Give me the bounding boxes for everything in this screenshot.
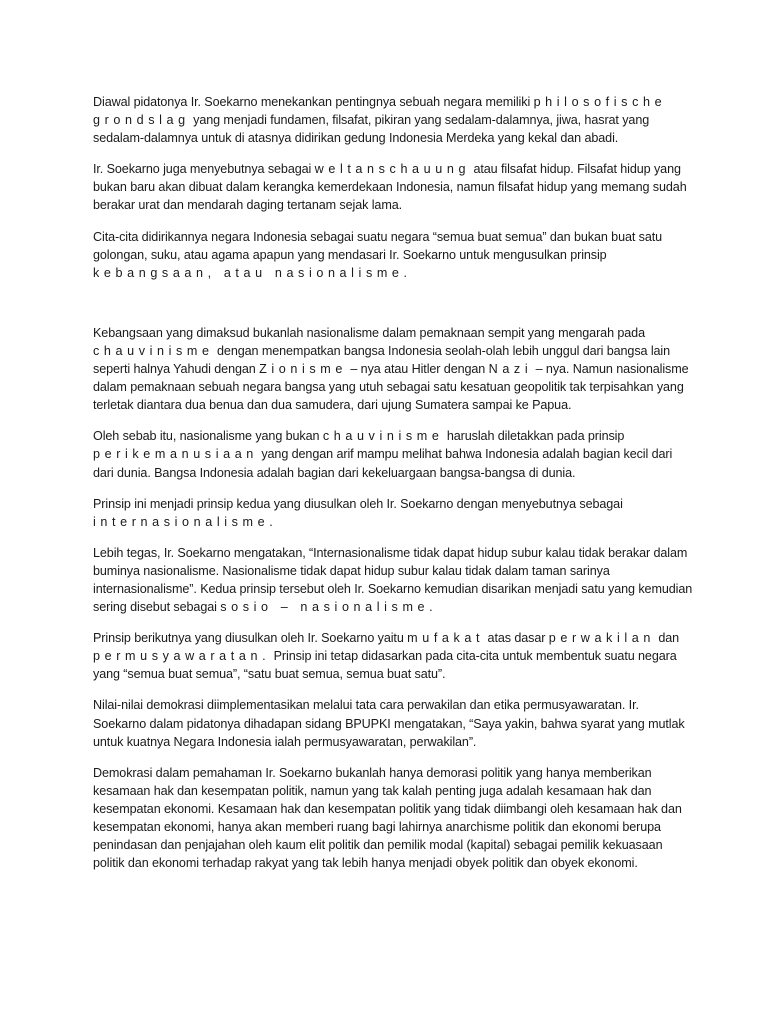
paragraph-text: – nya. Namun nasionalisme dalam pemaknaan sebuah negara bangsa yang utuh sebagai satu kesatuan geopolitik tak terpisahkan yang terletak diantara dua benua dan dua samudera, dari ujung Sumatera sampai ke Papua.	[93, 362, 689, 413]
paragraph-text: Kebangsaan yang dimaksud bukanlah nasionalisme dalam pemaknaan sempit yang mengarah pada	[93, 325, 645, 340]
spaced-term: sosio – nasionalisme.	[220, 600, 438, 615]
paragraph-text: – nya atau Hitler dengan	[346, 362, 489, 377]
paragraph-text: Ir. Soekarno juga menyebutnya sebagai	[93, 162, 315, 177]
spaced-term: perwakilan	[548, 631, 655, 646]
paragraph-spacer	[93, 295, 693, 324]
paragraph-text: Nilai-nilai demokrasi diimplementasikan melalui tata cara perwakilan dan etika permusyawaratan. Ir. Soekarno dalam pidatonya dihadapan sidang BPUPKI mengatakan, “Saya yakin, bahwa syarat yang mutlak untuk kuatnya Negara Indonesia ialah permusyawaratan, perwakilan”.	[93, 698, 685, 749]
paragraph	[93, 160, 693, 214]
paragraph	[93, 696, 693, 750]
paragraph-text: dengan menempatkan bangsa Indonesia seolah-olah lebih unggul dari bangsa lain seperti halnya Yahudi dengan	[93, 343, 671, 377]
paragraph	[93, 544, 693, 616]
spaced-term: Zionisme	[259, 362, 347, 377]
paragraph-text: dan	[654, 631, 680, 646]
paragraph-text: haruslah diletakkan pada prinsip	[443, 429, 625, 444]
spaced-term: weltanschauung	[314, 162, 471, 177]
paragraph-text: Cita-cita didirikannya negara Indonesia sebagai suatu negara “semua buat semua” dan bukan buat satu golongan, suku, atau agama apapun yang mendasari Ir. Soekarno untuk mengusulkan prinsip	[93, 229, 663, 262]
paragraph	[93, 764, 693, 873]
spaced-term: chauvinisme	[93, 343, 214, 358]
spaced-term: chauvinisme	[322, 429, 444, 444]
paragraph-text: Prinsip berikutnya yang diusulkan oleh Ir. Soekarno yaitu	[93, 631, 408, 646]
paragraph-text: Lebih tegas, Ir. Soekarno mengatakan, “Internasionalisme tidak dapat hidup subur kalau tidak berakar dalam buminya nasionalisme. Nasionalisme tidak dapat hidup subur kalau tidak dalam taman sarinya internasionalisme”. Kedua prinsip tersebut oleh Ir. Soekarno kemudian disarikan menjadi satu yang kemudian sering disebut sebagai	[93, 545, 693, 615]
paragraph-text: Diawal pidatonya Ir. Soekarno menekankan pentingnya sebuah negara memiliki	[93, 95, 534, 109]
spaced-term: kebangsaan, atau nasionalisme.	[93, 265, 412, 280]
paragraph	[93, 324, 693, 414]
spaced-term: philosofische grondslag	[93, 95, 667, 128]
paragraph	[93, 629, 693, 683]
paragraph-text: Oleh sebab itu, nasionalisme yang bukan	[93, 429, 323, 444]
document-page	[93, 93, 693, 885]
spaced-term: mufakat	[407, 631, 485, 646]
paragraph-text: yang menjadi fundamen, filsafat, pikiran yang sedalam-dalamnya, jiwa, hasrat yang sedalam-dalamnya untuk di atasnya didirikan gedung Indonesia Merdeka yang kekal dan abadi.	[93, 113, 650, 146]
paragraph-text: Prinsip ini menjadi prinsip kedua yang diusulkan oleh Ir. Soekarno dengan menyebutnya sebagai	[93, 496, 623, 511]
paragraph-text: atas dasar	[484, 631, 549, 646]
paragraph	[93, 228, 693, 282]
paragraph-text: Prinsip ini tetap didasarkan pada cita-cita untuk membentuk suatu negara yang “semua buat semua”, “satu buat semua, semua buat satu”.	[93, 649, 677, 682]
paragraph-text: Demokrasi dalam pemahaman Ir. Soekarno bukanlah hanya demorasi politik yang hanya memberikan kesamaan hak dan kesempatan politik, namun yang tak kalah penting juga adalah kesamaan hak dan kesempatan ekonomi. Kesamaan hak dan kesempatan politik yang tidak diimbangi oleh kesamaan hak dan kesempatan ekonomi, hanya akan memberi ruang bagi lahirnya anarchisme politik dan ekonomi berupa penindasan dan penjajahan oleh kaum elit politik dan pemilik modal (kapital) sebagai pemilik kekuasaan politik dan ekonomi terhadap rakyat yang tak lebih hanya menjadi obyek politik dan obyek ekonomi.	[93, 765, 682, 871]
paragraph	[93, 427, 693, 481]
spaced-term: permusyawaratan.	[93, 649, 271, 664]
spaced-term: Nazi	[488, 362, 533, 377]
paragraph-text: yang dengan arif mampu melihat bahwa Indonesia adalah bagian kecil dari dari dunia. Bangsa Indonesia adalah bagian dari kekeluargaan bangsa-bangsa di dunia.	[93, 447, 673, 480]
spaced-term: internasionalisme.	[93, 514, 278, 529]
paragraph-text: atau filsafat hidup. Filsafat hidup yang bukan baru akan dibuat dalam kerangka kemerdekaan Indonesia, namun filsafat hidup yang memang sudah berakar urat dan mendarah daging tertanam sejak lama.	[93, 162, 687, 213]
spaced-term: perikemanusiaan	[93, 447, 258, 462]
paragraph	[93, 495, 693, 531]
paragraph	[93, 93, 693, 147]
